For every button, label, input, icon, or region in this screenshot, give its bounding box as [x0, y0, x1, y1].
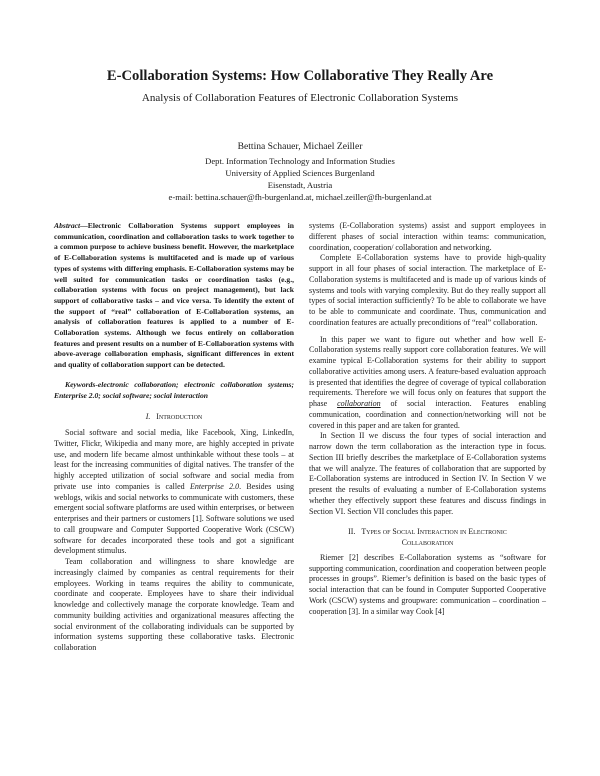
paragraph-text: In this paper we want to figure out whether and how well E-Collaboration systems really support core collaboration features. We will examine typical E-Collaboration systems for their ability to support collaborative activities among users. A feature-based evaluation approach is presented that identifies the degree of coverage of typical collaboration requirements. Therefore we will focus only on features that support the phase — [309, 334, 546, 408]
affiliation-email: e-mail: bettina.schauer@fh-burgenland.at, michael.zeiller@fh-burgenland.at — [168, 192, 432, 202]
affiliation-dept: Dept. Information Technology and Information Studies — [205, 156, 395, 166]
affiliation-city: Eisenstadt, Austria — [267, 180, 333, 190]
section-heading-introduction — [54, 412, 294, 423]
keywords-text: electronic collaboration; electronic collaboration systems; Enterprise 2.0; social software; social interaction — [54, 379, 294, 400]
emphasis: collaboration — [337, 399, 381, 408]
right-column — [309, 221, 546, 617]
paragraph: Team collaboration and willingness to share knowledge are increasingly claimed by companies as central requirements for their employees. Working in teams requires the ability to communicate, coordinate and cooperate. Employees have to share their individual knowledge and collectively manage the corporate knowledge. Team and community building activities and organizational measures affecting the social environment of the collaborating individuals can be supported by information systems supporting these collaborative tasks. Electronic collaboration — [54, 557, 294, 652]
paper-subtitle: Analysis of Collaboration Features of Electronic Collaboration Systems — [141, 92, 459, 104]
keywords-label: Keywords- — [65, 379, 98, 389]
section-heading-types-line2 — [309, 538, 546, 549]
section-title: Introduction — [156, 412, 203, 422]
section-number: I. — [145, 412, 151, 422]
paragraph: Complete E-Collaboration systems have to provide high-quality support in all four phases of social interaction. The marketplace of E-Collaboration systems is multifaceted and is made up of various kinds of systems and tools with varying complexity. But do they really support all types of social interaction sufficiently? To be able to collaborate we have to be able to communicate and coordinate. Thus, communication and coordination features are actually preconditions of “real” collaboration. — [309, 253, 546, 327]
paragraph-text: Social software and social media, like Facebook, Xing, LinkedIn, Twitter, Flickr, Wikipedia and many more, are highly accepted in private use, and modern life became almost unthinkable without these tools – at least for the increasing communities of digital natives. The transfer of the highly accepted utilization of social software and social media from private use into companies is called — [54, 428, 294, 491]
abstract — [54, 221, 294, 371]
section-title: Types of Social Interaction in Electronic — [361, 527, 507, 537]
abstract-label: Abstract — [54, 221, 81, 230]
paragraph — [309, 335, 546, 432]
paragraph-text: . Besides using weblogs, wikis and social networks to communicate with customers, these emergent social software platforms are used within enterprises, or between enterprises and their partners or customers [1]. Software solutions we used to call groupware and Computer Supported Cooperative Work (CSCW) software for decades incorporated these tools and got a significant development stimulus. — [54, 481, 294, 556]
emphasis: Enterprise 2.0 — [189, 481, 240, 491]
section-heading-types — [309, 527, 546, 538]
paragraph — [54, 428, 294, 557]
section-title-line2: Collaboration — [401, 538, 454, 547]
paragraph: Riemer [2] describes E-Collaboration systems as “software for supporting communication, coordination and cooperation between people processes in groups”. Riemer’s definition is based on the basic types of social interaction that can be found in Computer Supported Cooperative Work (CSCW) systems and groupware: communication – coordination – cooperation [3]. In a similar way Cook [4] — [309, 552, 546, 616]
paragraph: In Section II we discuss the four types of social interaction and narrow down the term collaboration as the interaction type in focus. Section III briefly describes the marketplace of E-Collaboration systems that we will analyze. The features of collaboration that are supported by E-Collaboration systems are introduced in Section IV. In Section V we present the results of evaluating a number of E-Collaboration systems whether they effectively support these features and discuss findings in Section VI. Section VII concludes this paper. — [309, 431, 546, 516]
paper-title: E-Collaboration Systems: How Collaborative They Really Are — [106, 68, 494, 84]
paragraph-text: of social interaction. Features enabling communication, coordination and connection/networking will not be covered in this paper and are taken for granted. — [309, 399, 546, 430]
keywords — [54, 380, 294, 401]
authors: Bettina Schauer, Michael Zeiller — [237, 141, 363, 152]
section-number: II. — [348, 527, 356, 537]
paragraph-continued: systems (E-Collaboration systems) assist and support employees in different phases of social interaction within teams: communication, coordination, cooperation/ collaboration and networking. — [309, 221, 546, 252]
left-column — [54, 221, 294, 654]
affiliation-university: University of Applied Sciences Burgenland — [225, 168, 375, 178]
abstract-text: —Electronic Collaboration Systems support employees in communication, coordination and collaboration tasks to work together to a common purpose to achieve business benefit. However, the marketplace of E-Collaboration systems is multifaceted and is made up of various types of systems with differing emphasis. E-Collaboration systems may be well suited for communication tasks or coordination tasks (e.g., collaboration systems with focus on project management), but lack support of collaborative tasks – and vice versa. To identify the extent of the support of “real” collaboration of E-Collaboration systems, an analysis of collaboration features is applied to a number of E-Collaboration systems. Although we focus entirely on collaboration features and present results on a number of E-Collaboration systems with above-average collaboration emphasis, significant differences in extent and quality of collaboration support can be detected. — [54, 221, 294, 370]
